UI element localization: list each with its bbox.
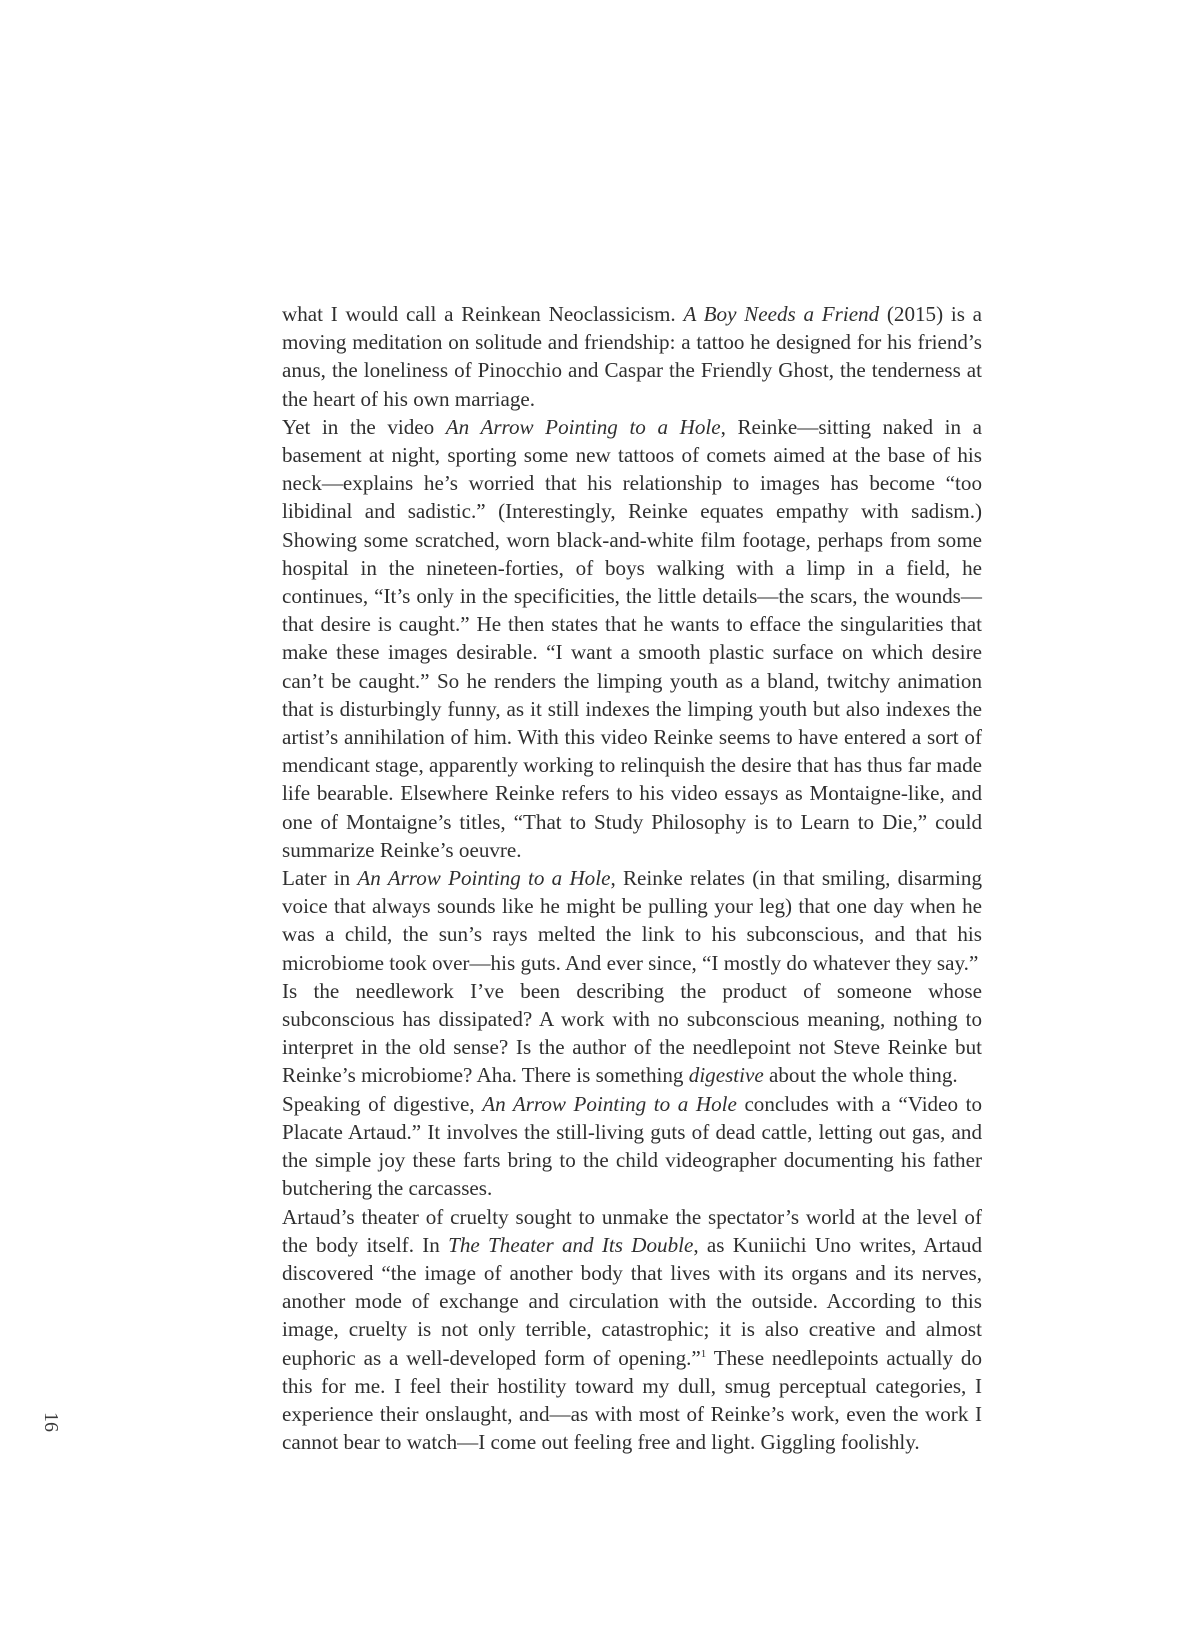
work-title: A Boy Needs a Friend <box>683 302 880 326</box>
text-run: Yet in the video <box>282 414 446 439</box>
text-run: Is the needlework I’ve been describing the product of someone whose subconscious has dissipated? A work with no subconscious meaning, nothing to interpret in the old sense? Is the author of the needlepoint not Steve Reinke but Reinke’s microbiome? Aha. There is something <box>282 978 982 1088</box>
paragraph <box>282 413 982 864</box>
body-text <box>282 300 982 1456</box>
work-title: An Arrow Pointing to a Hole <box>482 1091 737 1116</box>
text-run: These needlepoints actually do this for me. I feel their hostility toward my dull, smug perceptual categories, I experience their onslaught, and—as with most of Reinke’s work, even the work I cannot bear to watch—I come out feeling free and light. Giggling foolishly. <box>282 1345 982 1455</box>
footnote-marker[interactable]: 1 <box>700 1347 707 1360</box>
text-run: , Reinke relates (in that smiling, disarming voice that always sounds like he might be pulling your leg) that one day when he was a child, the sun’s rays melted the link to his subconscious, and that his microbiome took over—his guts. And ever since, “I mostly do whatever they say.” <box>282 866 982 975</box>
paragraph <box>282 864 982 977</box>
work-title: An Arrow Pointing to a Hole <box>357 866 611 891</box>
work-title: An Arrow Pointing to a Hole <box>445 414 721 439</box>
paragraph <box>282 1203 982 1457</box>
text-run: , Reinke—sitting naked in a basement at night, sporting some new tattoos of comets aimed at the base of his neck—explains he’s worried that his relationship to images has become “too libidinal and sadistic.” (Interestingly, Reinke equates empathy with sadism.) Showing some scratched, worn black-and-white film footage, perhaps from some hospital in the nineteen-forties, of boys walking with a limp in a field, he continues, “It’s only in the specificities, the little details—the scars, the wounds—that desire is caught.” He then states that he wants to efface the singularities that make these images desirable. “I want a smooth plastic surface on which desire can’t be caught.” So he renders the limping youth as a bland, twitchy animation that is disturbingly funny, as it still indexes the limping youth but also indexes the artist’s annihilation of him. With this video Reinke seems to have entered a sort of mendicant stage, apparently working to relinquish the desire that has thus far made life bearable. Elsewhere Reinke refers to his video essays as Montaigne-like, and one of Montaigne’s titles, “That to Study Philosophy is to Learn to Die,” could summarize Reinke’s oeuvre. <box>282 414 983 862</box>
text-run: Later in <box>282 866 358 891</box>
paragraph <box>282 977 982 1090</box>
emphasis: digestive <box>688 1063 764 1088</box>
text-run: Artaud’s theater of cruelty sought to unmake the spectator’s world at the level of the body itself. In <box>282 1204 982 1257</box>
text-run: (2015) is a moving meditation on solitude and friendship: a tattoo he designed for his friend’s anus, the loneliness of Pinocchio and Caspar the Friendly Ghost, the tenderness at the heart of his own marriage. <box>282 302 983 411</box>
work-title: The Theater and Its Double <box>448 1232 694 1257</box>
text-run: concludes with a “Video to Placate Artaud.” It involves the still-living guts of dead cattle, letting out gas, and the simple joy these farts bring to the child videographer documenting his father butchering the carcasses. <box>282 1091 982 1201</box>
text-run: , as Kuniichi Uno writes, Artaud discovered “the image of another body that lives with its organs and its nerves, another mode of exchange and circulation with the outside. According to this image, cruelty is not only terrible, catastrophic; it is also creative and almost euphoric as a well-developed form of opening.” <box>282 1232 983 1370</box>
page-number: 16 <box>40 1412 62 1432</box>
paragraph <box>282 1090 982 1203</box>
text-run: what I would call a Reinkean Neoclassicism. <box>282 302 684 326</box>
text-run: Speaking of digestive, <box>282 1091 483 1116</box>
text-run: about the whole thing. <box>763 1063 958 1088</box>
paragraph <box>282 300 982 413</box>
